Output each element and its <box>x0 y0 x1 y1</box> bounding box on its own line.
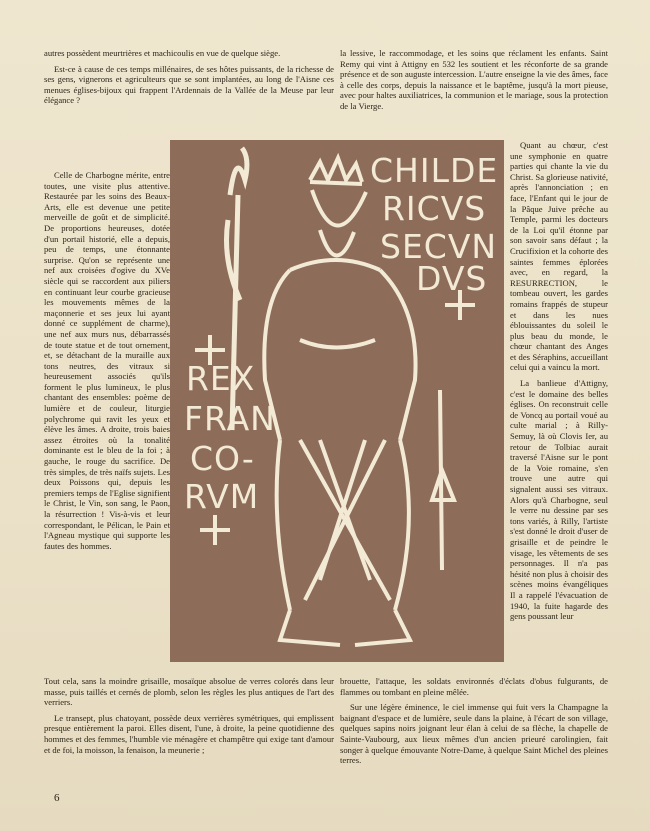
paragraph: Est-ce à cause de ces temps millénaires, de ses hôtes puissants, de la richesse de ses gens, vignerons et agriculteurs que se sont implantées, au long de l'Aisne ces menues églises-bijoux qui frappent l'Ardennais de la Vallée de la Meuse par leur élégance ? <box>44 63 334 106</box>
paragraph: Sur une légère éminence, le ciel immense qui fuit vers la Champagne la baignant d'espace et de lumière, seule dans la plaine, à l'écart de son village, quelques sapins noirs joignant leur élan à celui de sa flèche, la chapelle de Sainte-Vaubourg, aux lieux mêmes d'un ancien prieuré carolingien, fait songer à quelque émouvante Notre-Dame, à quelque Saint Michel des pleines terres. <box>340 702 608 766</box>
paragraph: Le transept, plus chatoyant, possède deux verrières symétriques, qui emplissent presque entièrement la paroi. Elles disent, l'une, à droite, la peine quotidienne des hommes et des femmes, l'humble vie ménagère et champêtre qui exige tant d'amour et de foi, la moisson, la fenaison, la meunerie ; <box>44 712 334 755</box>
inscription-line: SECVN <box>380 227 498 266</box>
paragraph: la lessive, le raccommodage, et les soins que réclament les enfants. Saint Remy qui vint à Attigny en 532 les soutient et les réconforte de sa grande présence et de son auguste intercession. L'autre enseigne la vie des âmes, face à celle des corps, depuis la naissance et le baptême, jusqu'à la mort pieuse, avec pour haltes auxiliatrices, la communion et le mariage, sous la protection de la Vierge. <box>340 48 608 111</box>
page-number: 6 <box>54 792 60 804</box>
woodcut-illustration <box>170 140 504 662</box>
inscription-line: CO- <box>190 439 255 478</box>
inscription-line: DVS <box>416 259 488 298</box>
inscription-line: RVM <box>184 477 260 516</box>
inscription-line: REX <box>186 359 256 398</box>
inscription-line: RICVS <box>382 189 487 228</box>
paragraph: autres possèdent meurtrières et machicoulis en vue de quelque siège. <box>44 48 281 58</box>
right-side-column <box>510 140 608 627</box>
paragraph: Celle de Charbogne mérite, entre toutes, une visite plus attentive. Restaurée par les soins des Beaux-Arts, elle est devenue une petite merveille de goût et de simplicité. De proportions heureuses, dotée d'un portail historié, elle a depuis, peu de temps, une étonnante surprise. Qu'on se représente une nef aux croisées d'ogive du XVe siècle qui se raccordent aux piliers en continuant leur courbe gracieuse les mouvements mêmes de la maçonnerie et ses jeux lui ayant donné ce supplément de charme), une nef aux murs nus, débarrassés de toute statue et de tout ornement, et, se détachant de la muraille aux tons neutres, des vitraux si heureusement associés qu'ils forment le plus lumineux, le plus chantant des ensembles: poème de lumière et de couleur, liturgie polychrome qui ravit les yeux et élève les âmes. A droite, trois baies assez étroites où la tonalité dominante est le bleu de la foi ; à gauche, le rouge du sacrifice. De très simples, de très naïfs sujets. Les deux Poissons qui, depuis les premiers temps de l'Eglise signifient le Christ, le Vin, son sang, le Paon, la résurrection ! Vis-à-vis et leur correspondant, le Pélican, le Pain et l'Agneau mystique qui supporte les fautes des hommes. <box>44 170 170 551</box>
inscription-line: FRAN <box>184 399 276 438</box>
left-column-top <box>44 48 334 111</box>
right-column-top <box>340 48 608 117</box>
left-column-bottom <box>44 676 334 760</box>
left-side-column <box>44 170 170 556</box>
right-column-bottom <box>340 676 608 771</box>
paragraph: Tout cela, sans la moindre grisaille, mosaïque absolue de verres colorés dans leur masse, puis taillés et cernés de plomb, selon les règles les plus antiques de l'art des verriers. <box>44 676 334 708</box>
paragraph: La banlieue d'Attigny, c'est le domaine des belles églises. On reconstruit celle de Voncq au portail voué au culte marial ; à Rilly-Semuy, là où Clovis Ier, au retour de Tolbiac aurait traversé l'Aisne sur le pont de la Voie romaine, s'en trouve une autre qui signalent aussi ses vitraux. Alors qu'à Charbogne, seul le verre nu dessine par ses tons variés, à Rilly, l'artiste s'est donné le droit d'user de grisaille et de peindre le visage, les vêtements de ses personnages. Il n'a pas hésité non plus à choisir des scènes moins évangéliques Il a rappelé l'évacuation de 1940, la fuite hagarde des gens poussant leur <box>510 378 608 622</box>
paragraph: brouette, l'attaque, les soldats environnés d'éclats d'obus fulgurants, de flammes ou tombant en pleine mêlée. <box>340 676 608 697</box>
paragraph: Quant au chœur, c'est une symphonie en quatre parties qui chante la vie du Christ. Sa glorieuse nativité, après l'annonciation ; en face, l'Enfant qui le jour de la Pâque Juive prêche au Temple, parmi les docteurs de la Loi qu'il étonne par son savoir sans défaut ; la Crucifixion et la cohorte des saintes femmes éplorées avec, en regard, la RESURRECTION, le tombeau ouvert, les gardes romains frappés de stupeur et dans les nues éblouissantes du soleil le plus beau du monde, le chœur chantant des Anges et des Séraphins, accueillant celui qui a vaincu la mort. <box>510 140 608 373</box>
inscription-line: CHILDE <box>370 151 499 190</box>
